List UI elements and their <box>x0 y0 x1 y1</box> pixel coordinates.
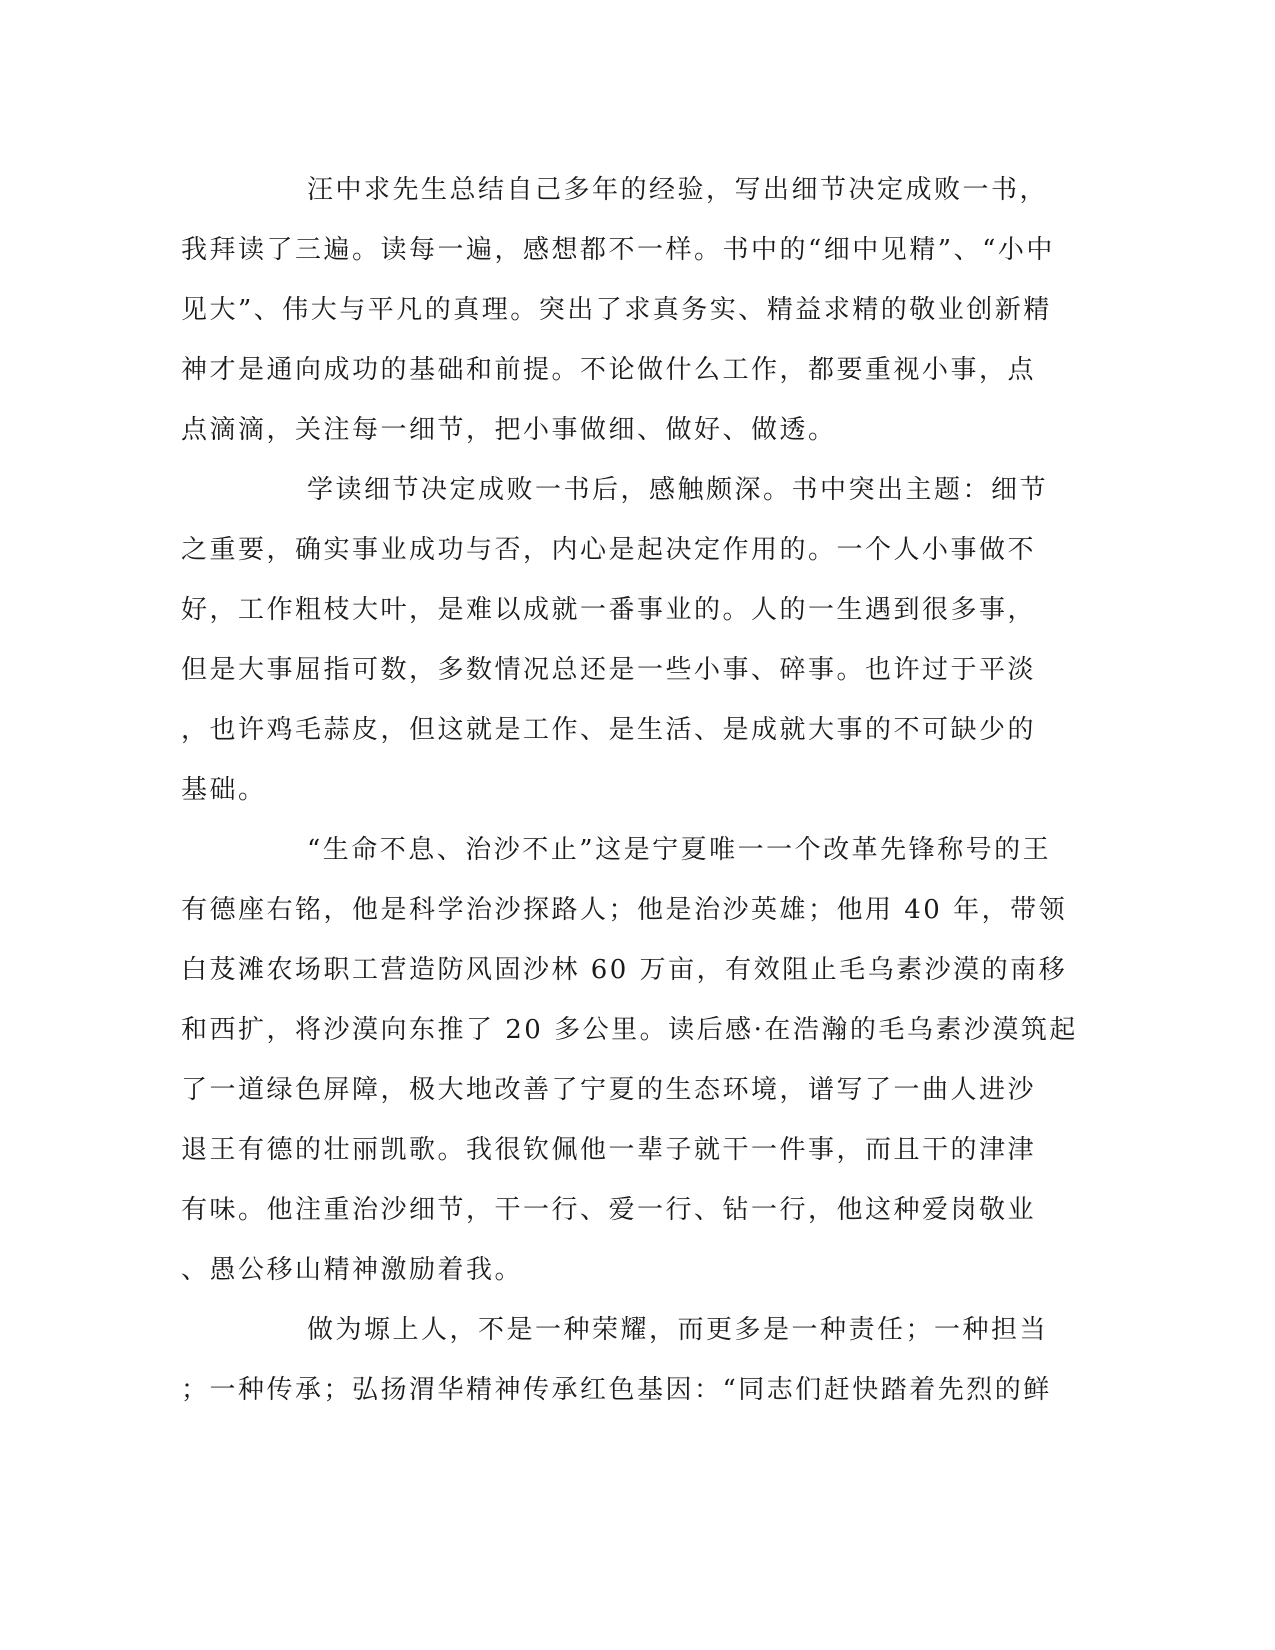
text-line: 我拜读了三遍。读每一遍，感想都不一样。书中的“细中见精”、“小中 <box>181 235 1055 265</box>
text-line: 之重要，确实事业成功与否，内心是起决定作用的。一个人小事做不 <box>181 535 1037 565</box>
text-line: 有味。他注重治沙细节，干一行、爱一行、钻一行，他这种爱岗敬业 <box>181 1195 1037 1225</box>
text-line: 基础。 <box>181 775 267 805</box>
text-line: 做为塬上人，不是一种荣耀，而更多是一种责任；一种担当 <box>307 1315 1049 1345</box>
text-line: 退王有德的壮丽凯歌。我很钦佩他一辈子就干一件事，而且干的津津 <box>181 1135 1037 1165</box>
text-line: ，也许鸡毛蒜皮，但这就是工作、是生活、是成就大事的不可缺少的 <box>181 715 1037 745</box>
text-line: 有德座右铭，他是科学治沙探路人；他是治沙英雄；他用 40 年，带领 <box>181 895 1068 925</box>
text-line: 了一道绿色屏障，极大地改善了宁夏的生态环境，谱写了一曲人进沙 <box>181 1075 1037 1105</box>
text-line: 、愚公移山精神激励着我。 <box>181 1255 524 1285</box>
text-line: 白芨滩农场职工营造防风固沙林 60 万亩，有效阻止毛乌素沙漠的南移 <box>181 955 1068 985</box>
text-line: 汪中求先生总结自己多年的经验，写出细节决定成败一书， <box>307 175 1049 205</box>
text-line: 学读细节决定成败一书后，感触颇深。书中突出主题：细节 <box>307 475 1049 505</box>
text-line: 好，工作粗枝大叶，是难以成就一番事业的。人的一生遇到很多事， <box>181 595 1037 625</box>
text-line: “生命不息、治沙不止”这是宁夏唯一一个改革先锋称号的王 <box>307 835 1052 865</box>
text-line: 点滴滴，关注每一细节，把小事做细、做好、做透。 <box>181 415 837 445</box>
text-line: 见大”、伟大与平凡的真理。突出了求真务实、精益求精的敬业创新精 <box>181 295 1052 325</box>
body-text <box>181 160 1078 1420</box>
text-line: ；一种传承；弘扬渭华精神传承红色基因：“同志们赶快踏着先烈的鲜 <box>181 1375 1052 1405</box>
text-line: 和西扩，将沙漠向东推了 20 多公里。读后感·在浩瀚的毛乌素沙漠筑起 <box>181 1015 1078 1045</box>
text-line: 神才是通向成功的基础和前提。不论做什么工作，都要重视小事，点 <box>181 355 1037 385</box>
text-line: 但是大事屈指可数，多数情况总还是一些小事、碎事。也许过于平淡 <box>181 655 1037 685</box>
